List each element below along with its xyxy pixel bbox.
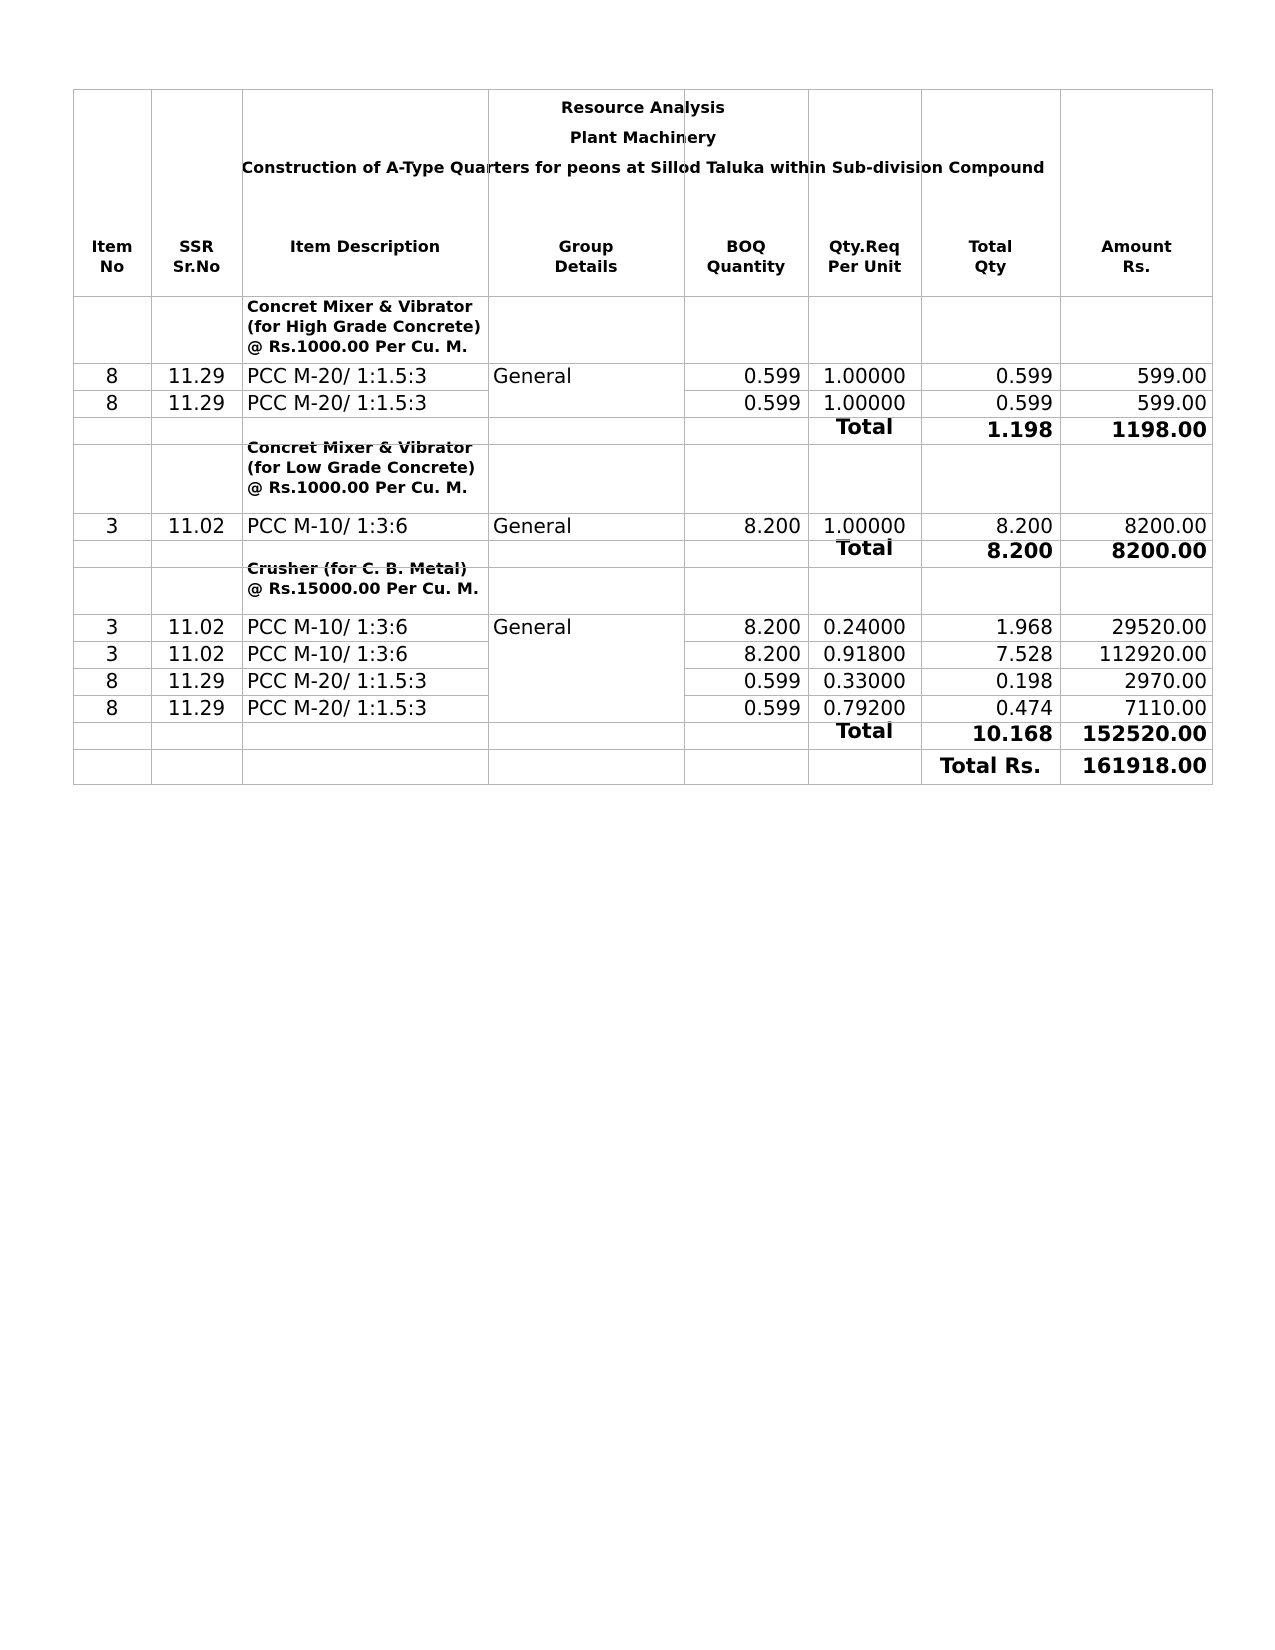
- title-line-2: Plant Machinery: [569, 128, 717, 147]
- cell-item-no: 3: [105, 642, 119, 666]
- column-header-item-no: Item No: [91, 237, 133, 276]
- group-details: General: [493, 615, 572, 639]
- cell-boq-quantity: 8.200: [743, 615, 801, 639]
- grid-line: [684, 695, 1213, 696]
- grid-line: [1060, 89, 1061, 784]
- grid-line: [488, 89, 489, 784]
- grid-line: [73, 668, 488, 669]
- grid-line: [73, 444, 1213, 445]
- cell-total-qty: 1.968: [995, 615, 1053, 639]
- column-header-item-description: Item Description: [289, 237, 441, 256]
- group-heading: Concret Mixer & Vibrator (for Low Grade Concrete) @ Rs.1000.00 Per Cu. M.: [247, 438, 476, 497]
- cell-boq-quantity: 0.599: [743, 696, 801, 720]
- cell-ssr-sr-no: 11.02: [167, 514, 226, 538]
- subtotal-label: Total: [835, 719, 894, 743]
- title-line-3: Construction of A-Type Quarters for peons at Sillod Taluka within Sub-division Compound: [241, 158, 1045, 177]
- cell-item-no: 8: [105, 391, 119, 415]
- cell-item-description: PCC M-20/ 1:1.5:3: [247, 391, 428, 415]
- cell-ssr-sr-no: 11.29: [167, 669, 226, 693]
- cell-boq-quantity: 8.200: [743, 514, 801, 538]
- grid-line: [73, 417, 1213, 418]
- title-line-1: Resource Analysis: [561, 98, 725, 117]
- cell-item-no: 3: [105, 615, 119, 639]
- cell-boq-quantity: 8.200: [743, 642, 801, 666]
- cell-total-qty: 8.200: [995, 514, 1053, 538]
- group-heading: Concret Mixer & Vibrator (for High Grade Concrete) @ Rs.1000.00 Per Cu. M.: [247, 297, 481, 356]
- cell-total-qty: 0.474: [995, 696, 1053, 720]
- cell-amount: 112920.00: [1098, 642, 1207, 666]
- grid-line: [73, 390, 488, 391]
- cell-item-description: PCC M-20/ 1:1.5:3: [247, 364, 428, 388]
- cell-amount: 599.00: [1137, 391, 1207, 415]
- grid-line: [1212, 89, 1213, 784]
- grand-total-amount: 161918.00: [1082, 754, 1207, 778]
- cell-amount: 2970.00: [1124, 669, 1207, 693]
- grid-line: [73, 722, 1213, 723]
- cell-ssr-sr-no: 11.29: [167, 696, 226, 720]
- cell-qty-req: 1.00000: [823, 391, 906, 415]
- grid-line: [73, 540, 1213, 541]
- subtotal-amount: 152520.00: [1082, 722, 1207, 746]
- grid-line: [73, 749, 1213, 750]
- grid-line: [684, 668, 1213, 669]
- grid-line: [73, 513, 1213, 514]
- column-header-boq-quantity: BOQ Quantity: [706, 237, 786, 276]
- column-header-amount: Amount Rs.: [1101, 237, 1172, 276]
- cell-ssr-sr-no: 11.02: [167, 615, 226, 639]
- grid-line: [684, 641, 1213, 642]
- group-heading: Crusher (for C. B. Metal) @ Rs.15000.00 Per Cu. M.: [247, 559, 479, 598]
- cell-item-no: 8: [105, 696, 119, 720]
- cell-item-description: PCC M-10/ 1:3:6: [247, 615, 409, 639]
- grid-line: [73, 363, 1213, 364]
- cell-qty-req: 0.33000: [823, 669, 906, 693]
- grid-line: [73, 784, 1213, 785]
- grid-line: [242, 89, 243, 784]
- cell-item-description: PCC M-20/ 1:1.5:3: [247, 669, 428, 693]
- cell-amount: 7110.00: [1124, 696, 1207, 720]
- cell-item-no: 8: [105, 364, 119, 388]
- cell-qty-req: 1.00000: [823, 364, 906, 388]
- cell-boq-quantity: 0.599: [743, 364, 801, 388]
- grid-line: [73, 614, 1213, 615]
- grid-line: [73, 641, 488, 642]
- cell-item-description: PCC M-10/ 1:3:6: [247, 642, 409, 666]
- cell-ssr-sr-no: 11.02: [167, 642, 226, 666]
- subtotal-amount: 1198.00: [1111, 418, 1207, 442]
- cell-amount: 8200.00: [1124, 514, 1207, 538]
- subtotal-qty: 8.200: [986, 539, 1053, 563]
- cell-amount: 599.00: [1137, 364, 1207, 388]
- cell-item-description: PCC M-20/ 1:1.5:3: [247, 696, 428, 720]
- cell-boq-quantity: 0.599: [743, 391, 801, 415]
- cell-qty-req: 1.00000: [823, 514, 906, 538]
- cell-total-qty: 7.528: [995, 642, 1053, 666]
- cell-ssr-sr-no: 11.29: [167, 391, 226, 415]
- subtotal-label: Total: [835, 415, 894, 439]
- cell-boq-quantity: 0.599: [743, 669, 801, 693]
- cell-total-qty: 0.198: [995, 669, 1053, 693]
- cell-total-qty: 0.599: [995, 391, 1053, 415]
- grand-total-label: Total Rs.: [939, 754, 1042, 778]
- cell-item-no: 3: [105, 514, 119, 538]
- group-details: General: [493, 364, 572, 388]
- subtotal-qty: 10.168: [971, 722, 1053, 746]
- column-header-ssr-sr-no: SSR Sr.No: [172, 237, 221, 276]
- grid-line: [151, 89, 152, 784]
- cell-qty-req: 0.79200: [823, 696, 906, 720]
- cell-item-description: PCC M-10/ 1:3:6: [247, 514, 409, 538]
- cell-amount: 29520.00: [1111, 615, 1207, 639]
- group-details: General: [493, 514, 572, 538]
- cell-total-qty: 0.599: [995, 364, 1053, 388]
- cell-item-no: 8: [105, 669, 119, 693]
- grid-line: [73, 296, 1213, 297]
- grid-line: [73, 89, 1213, 90]
- resource-analysis-sheet: [73, 89, 1213, 789]
- grid-line: [73, 695, 488, 696]
- grid-line: [684, 89, 685, 784]
- cell-ssr-sr-no: 11.29: [167, 364, 226, 388]
- grid-line: [73, 567, 1213, 568]
- cell-qty-req: 0.24000: [823, 615, 906, 639]
- column-header-qty-req-per-unit: Qty.Req Per Unit: [827, 237, 902, 276]
- grid-line: [684, 390, 1213, 391]
- subtotal-amount: 8200.00: [1111, 539, 1207, 563]
- grid-line: [921, 89, 922, 784]
- column-header-total-qty: Total Qty: [968, 237, 1013, 276]
- cell-qty-req: 0.91800: [823, 642, 906, 666]
- grid-line: [73, 89, 74, 784]
- subtotal-qty: 1.198: [986, 418, 1053, 442]
- column-header-group-details: Group Details: [554, 237, 618, 276]
- subtotal-label: Total: [835, 536, 894, 560]
- grid-line: [808, 89, 809, 784]
